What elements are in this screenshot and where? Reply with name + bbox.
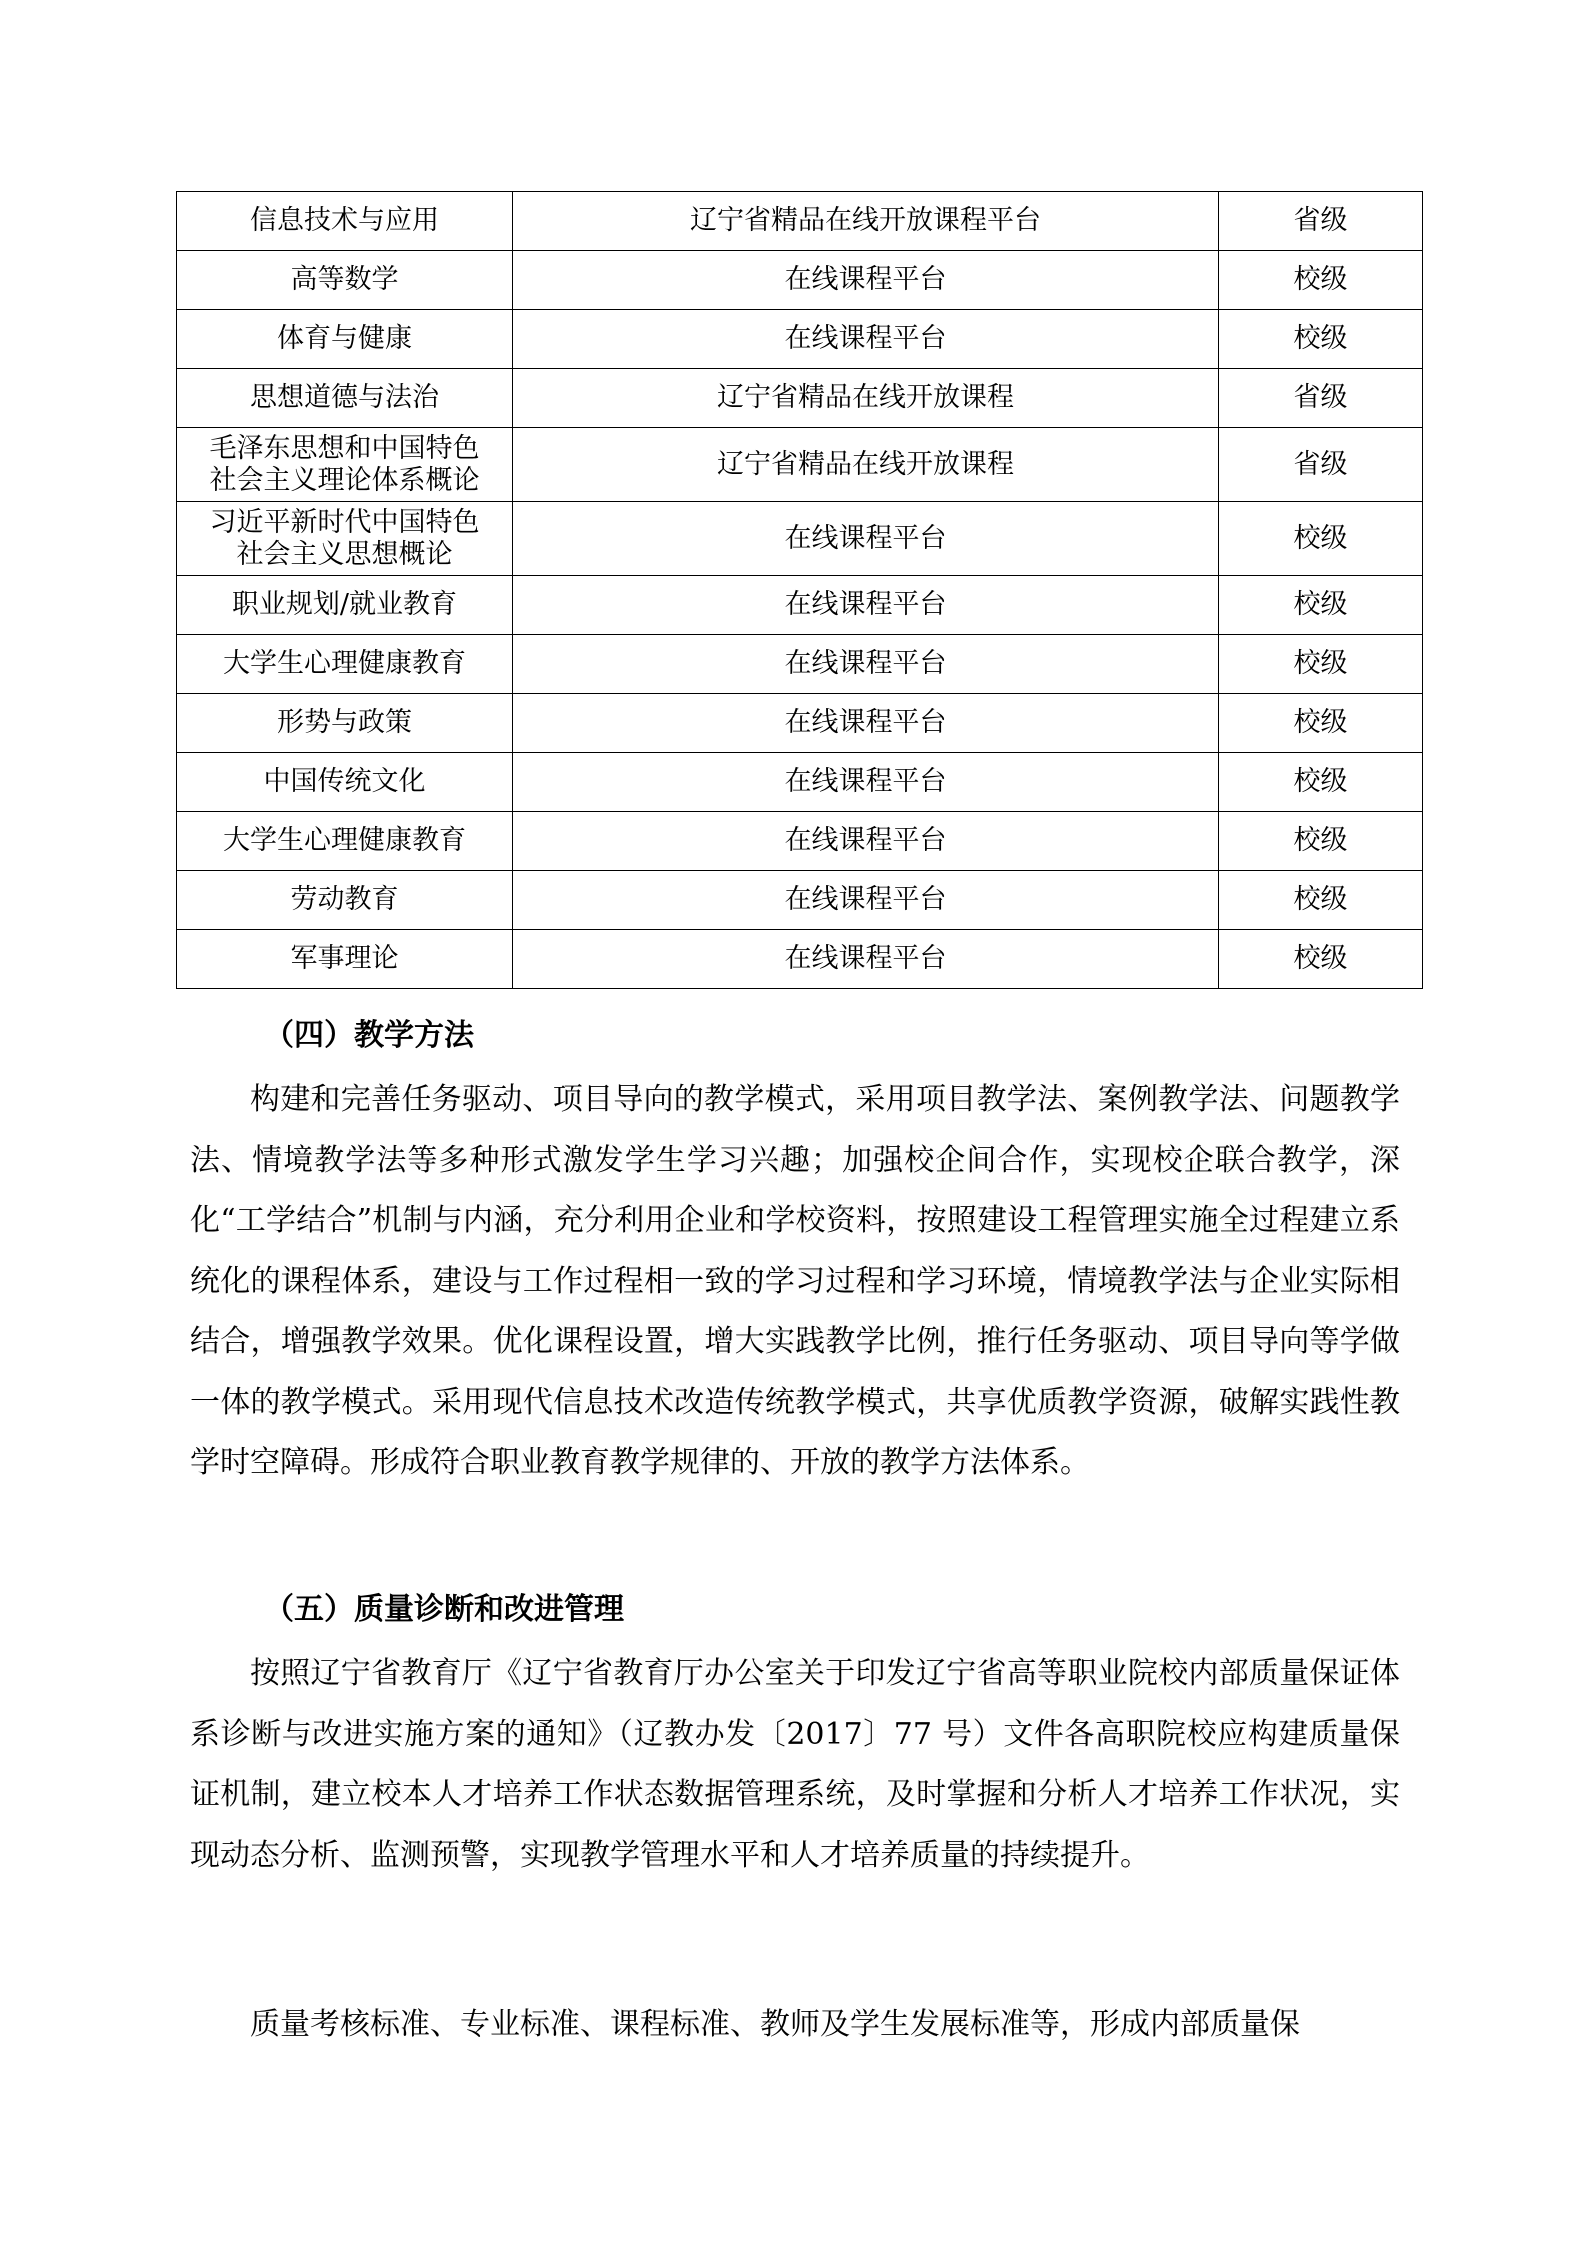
level-cell: 省级 — [1219, 369, 1423, 428]
quality-diagnosis-paragraph: 按照辽宁省教育厅《辽宁省教育厅办公室关于印发辽宁省高等职业院校内部质量保证体系诊断与改进实施方案的通知》（辽教办发〔2017〕77 号）文件各高职院校应构建质量保证机制，建立校本人才培养工作状态数据管理系统，及时掌握和分析人才培养工作状况，实现动态分析、监测预警，实现教学管理水平和人才培养质量的持续提升。 — [190, 1656, 1400, 1873]
platform-cell: 在线课程平台 — [513, 753, 1219, 812]
platform-cell: 在线课程平台 — [513, 871, 1219, 930]
table-row — [177, 694, 1423, 753]
table-row — [177, 369, 1423, 428]
platform-cell: 在线课程平台 — [513, 310, 1219, 369]
section-heading-teaching-methods: （四）教学方法 — [264, 1018, 474, 1053]
course-name-line: 社会主义思想概论 — [236, 538, 453, 570]
course-name-line: 社会主义理论体系概论 — [209, 464, 480, 496]
teaching-methods-paragraph: 构建和完善任务驱动、项目导向的教学模式，采用项目教学法、案例教学法、问题教学法、情境教学法等多种形式激发学生学习兴趣；加强校企间合作，实现校企联合教学，深化“工学结合”机制与内涵，充分利用企业和学校资料，按照建设工程管理实施全过程建立系统化的课程体系，建设与工作过程相一致的学习过程和学习环境，情境教学法与企业实际相结合，增强教学效果。优化课程设置，增大实践教学比例，推行任务驱动、项目导向等学做一体的教学模式。采用现代信息技术改造传统教学模式，共享优质教学资源，破解实践性教学时空障碍。形成符合职业教育教学规律的、开放的教学方法体系。 — [190, 1082, 1400, 1480]
level-cell: 校级 — [1219, 576, 1423, 635]
course-platform-table — [176, 191, 1423, 989]
platform-cell: 辽宁省精品在线开放课程 — [513, 369, 1219, 428]
level-cell: 省级 — [1219, 428, 1423, 502]
platform-cell: 在线课程平台 — [513, 251, 1219, 310]
table-row — [177, 576, 1423, 635]
course-name-cell: 大学生心理健康教育 — [177, 635, 513, 694]
course-name-cell: 信息技术与应用 — [177, 192, 513, 251]
table-row — [177, 428, 1423, 502]
table-row — [177, 251, 1423, 310]
course-name-cell: 大学生心理健康教育 — [177, 812, 513, 871]
platform-cell: 在线课程平台 — [513, 635, 1219, 694]
table-row — [177, 310, 1423, 369]
course-name-cell: 军事理论 — [177, 930, 513, 989]
course-name-cell: 劳动教育 — [177, 871, 513, 930]
quality-standards-paragraph: 质量考核标准、专业标准、课程标准、教师及学生发展标准等，形成内部质量保 — [250, 2007, 1300, 2042]
level-cell: 校级 — [1219, 753, 1423, 812]
course-name-cell: 思想道德与法治 — [177, 369, 513, 428]
level-cell: 校级 — [1219, 694, 1423, 753]
course-name-cell — [177, 428, 513, 502]
course-name-cell: 高等数学 — [177, 251, 513, 310]
level-cell: 校级 — [1219, 871, 1423, 930]
table-row — [177, 502, 1423, 576]
table-row — [177, 192, 1423, 251]
course-name-cell: 中国传统文化 — [177, 753, 513, 812]
table-row — [177, 812, 1423, 871]
course-name-line: 毛泽东思想和中国特色 — [209, 432, 480, 464]
level-cell: 校级 — [1219, 635, 1423, 694]
level-cell: 校级 — [1219, 502, 1423, 576]
level-cell: 校级 — [1219, 930, 1423, 989]
platform-cell: 在线课程平台 — [513, 930, 1219, 989]
platform-cell: 辽宁省精品在线开放课程 — [513, 428, 1219, 502]
platform-cell: 在线课程平台 — [513, 502, 1219, 576]
level-cell: 校级 — [1219, 812, 1423, 871]
platform-cell: 在线课程平台 — [513, 694, 1219, 753]
table-row — [177, 871, 1423, 930]
course-name-cell — [177, 502, 513, 576]
table-row — [177, 635, 1423, 694]
course-name-cell: 形势与政策 — [177, 694, 513, 753]
platform-cell: 在线课程平台 — [513, 812, 1219, 871]
course-name-cell: 职业规划/就业教育 — [177, 576, 513, 635]
section-heading-quality-diagnosis: （五）质量诊断和改进管理 — [264, 1592, 624, 1627]
course-name-line: 习近平新时代中国特色 — [209, 506, 480, 538]
course-name-cell: 体育与健康 — [177, 310, 513, 369]
table-row — [177, 753, 1423, 812]
platform-cell: 在线课程平台 — [513, 576, 1219, 635]
table-row — [177, 930, 1423, 989]
level-cell: 校级 — [1219, 310, 1423, 369]
level-cell: 校级 — [1219, 251, 1423, 310]
platform-cell: 辽宁省精品在线开放课程平台 — [513, 192, 1219, 251]
level-cell: 省级 — [1219, 192, 1423, 251]
